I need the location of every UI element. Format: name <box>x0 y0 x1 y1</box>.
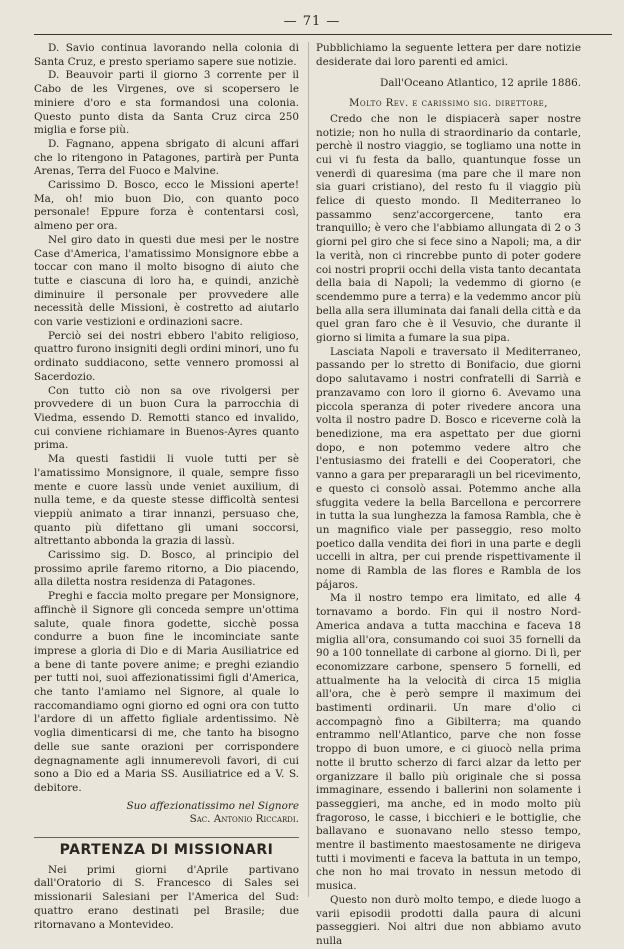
paragraph: Lasciata Napoli e traversato il Mediterraneo, passando per lo stretto di Bonifacio, due giorni dopo salutavamo i nostri confratelli di Sarrià e pranzavamo con loro il giorno 6. Avevamo una piccola speranza di poter rivedere ancora una volta il nostro padre D. Bosco e riceverne colà la benedizione, ma era aspettato per due giorni dopo, e non potemmo vedere altro che l'entusiasmo dei fratelli e dei Cooperatori, che vanno a gara per prepararagli un bel ricevimento, e questo ci consolò assai. Potemmo anche alla sfuggita vedere la bella Barcellona e percorrere in tutta la sua lunghezza la famosa Rambla, che è un magnifico viale per passeggio, reso molto poetico dalla vendita dei fiori in una parte e degli uccelli in altra, per cui prende rispettivamente il nome di Rambla de las flores e Rambla de los pájaros. <box>316 345 581 591</box>
right-column <box>316 42 581 947</box>
letter-dateline: Dall'Oceano Atlantico, 12 aprile 1886. <box>379 77 581 90</box>
page-number: — 71 — <box>283 14 341 29</box>
paragraph: Ma questi fastidii li vuole tutti per sè l'amatissimo Monsignore, il quale, sempre fisso mente e cuore lassù unde veniet auxilium, di nulla teme, e da queste stesse difficoltà sentesi vieppiù animato a tirar innanzi, persuaso che, quanto più difettano gli umani soccorsi, altrettanto abbonda la grazia di lassù. <box>34 453 299 548</box>
column-divider <box>308 42 309 897</box>
signature-name: Sac. Antonio Riccardi. <box>189 813 299 826</box>
header-rule <box>34 34 612 35</box>
section-heading: PARTENZA DI MISSIONARI <box>59 842 274 859</box>
paragraph: Carissimo D. Bosco, ecco le Missioni aperte! Ma, oh! mio buon Dio, con quanto poco personale! Eppure forza è contentarsi così, almeno per ora. <box>34 179 299 233</box>
paragraph: Nel giro dato in questi due mesi per le nostre Case d'America, l'amatissimo Monsignore ebbe a toccar con mano il molto bisogno di aiuto che tutte e ciascuna di loro ha, e quindi, anzichè diminuire il personale per provvedere alle necessità delle Missioni, è costretto ad aiutarlo con varie vestizioni e ordinazioni sacre. <box>34 233 299 329</box>
paragraph: Questo non durò molto tempo, e diede luogo a varii episodii prodotti dalla paura di alcuni passeggieri. Noi altri due non abbiamo avuto nulla <box>316 893 581 947</box>
paragraph: Con tutto ciò non sa ove rivolgersi per provvedere di un buon Cura la parrocchia di Viedma, essendo D. Remotti stanco ed invalido, cui conviene richiamare in Buenos-Ayres quanto prima. <box>34 384 299 452</box>
paragraph: Perciò sei dei nostri ebbero l'abito religioso, quattro furono insigniti degli ordini minori, uno fu ordinato suddiacono, sette vennero promossi al Sacerdozio. <box>34 329 299 383</box>
intro-paragraph: Pubblichiamo la seguente lettera per dare notizie desiderate dai loro parenti ed amici. <box>316 42 581 68</box>
signature-closing: Suo affezionatissimo nel Signore <box>126 799 299 812</box>
paragraph: Preghi e faccia molto pregare per Monsignore, affinchè il Signore gli conceda sempre un'ottima salute, quale finora godette, sicchè possa condurre a buon fine le incominciate sante imprese a gloria di Dio e di Maria Ausiliatrice ed a bene di tante povere anime; e preghi eziandio per tutti noi, suoi affezionatissimi figli d'America, che tanto l'amiamo nel Signore, al quale lo raccomandiamo ogni giorno ed ogni ora con tutto l'ardore di un affetto figliale ardentissimo. Nè voglia dimenticarsi di me, che tanto ha bisogno delle sue sante orazioni per corrispondere degnagnamente agli innumerevoli favori, di cui sono a Dio ed a Maria SS. Ausiliatrice ed a V. S. debitore. <box>34 590 299 794</box>
paragraph: D. Savio continua lavorando nella colonia di Santa Cruz, e presto speriamo sapere sue notizie. <box>34 42 299 68</box>
paragraph: D. Fagnano, appena sbrigato di alcuni affari che lo ritengono in Patagones, partirà per Punta Arenas, Terra del Fuoco e Malvine. <box>34 137 299 178</box>
letter-salutation: Molto Rev. e carissimo sig. direttore, <box>349 98 548 110</box>
paragraph: Carissimo sig. D. Bosco, al principio del prossimo aprile faremo ritorno, a Dio piacendo, alla diletta nostra residenza di Patagones. <box>34 549 299 589</box>
paragraph: D. Beauvoir parti il giorno 3 corrente per il Cabo de les Virgenes, ove si scopersero le miniere d'oro e sta formandosi una colonia. Questo punto dista da Santa Cruz circa 250 miglia e forse più. <box>34 69 299 137</box>
paragraph: Nei primi giorni d'Aprile partivano dall'Oratorio di S. Francesco di Sales sei missionarii Salesiani per l'America del Sud: quattro erano destinati pel Brasile; due ritornavano a Montevideo. <box>34 863 299 931</box>
paragraph: Credo che non le dispiacerà saper nostre notizie; non ho nulla di straordinario da contarle, perchè il nostro viaggio, se togliamo una notte in cui vi fu festa da ballo, quantunque fosse un venerdì di quaresima (ma pare che il mare non sia guari cristiano), del resto fu il viaggio più felice di questo mondo. Il Mediterraneo lo passammo senz'accorgercene, tanto era tranquillo; è vero che l'abbiamo allungata di 2 o 3 giorni pel giro che si fece sino a Napoli; ma, a dir la verità, non ci rincrebbe punto di poter godere coi nostri proprii occhi della vista tanto decantata della baia di Napoli; la vedemmo di giorno (e scendemmo pure a terra) e la vedemmo ancor più bella alla sera illuminata dai fanali della città e da quel gran faro che è il Vesuvio, che durante il giorno si limita a fumare la sua pipa. <box>316 112 581 345</box>
left-column <box>34 42 299 931</box>
section-separator <box>34 837 299 838</box>
paragraph: Ma il nostro tempo era limitato, ed alle 4 tornavamo a bordo. Fin qui il nostro Nord-America andava a tutta macchina e faceva 18 miglia all'ora, consumando coi suoi 35 fornelli da 90 a 100 tonnellate di carbone al giorno. Di lì, per economizzare carbone, spensero 5 fornelli, ed attualmente ha la velocità di circa 15 miglia all'ora, che è però sempre il maximum dei bastimenti ordinarii. Un mare d'olio ci accompagnò fino a Gibilterra; ma quando entrammo nell'Atlantico, parve che non fosse troppo di buon umore, e ci giuocò nella prima notte il brutto scherzo di farci alzar da letto per organizzare il ballo più originale che si possa immaginare, essendo i ballerini non solamente i passeggieri, ma anche, ed in modo molto più fragoroso, le casse, i bicchieri e le bottiglie, che ballavano e suonavano nello stesso tempo, mentre il bastimento maestosamente ne dirigeva tutti i movimenti e faceva la battuta in un tempo, che non ho mai trovato in nessun metodo di musica. <box>316 592 581 893</box>
